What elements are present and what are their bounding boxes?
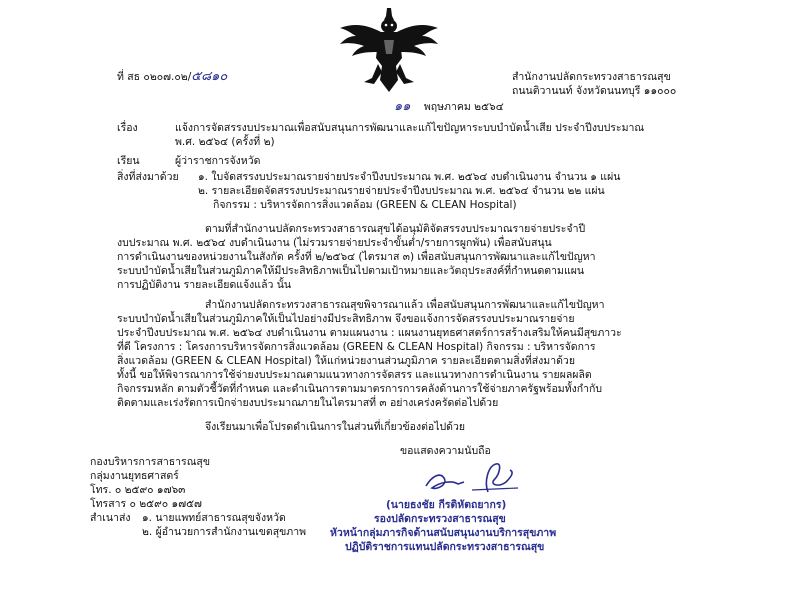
subject-label: เรื่อง	[117, 122, 138, 134]
body-para2-line: ที่ดี โครงการ : โครงการบริหารจัดการสิ่งแวดล้อม (GREEN & CLEAN Hospital) กิจกรรม : บริหารจัดการ	[117, 341, 596, 353]
document-number	[117, 70, 227, 84]
body-para2-line: ทั้งนี้ ขอให้พิจารณาการใช้จ่ายงบประมาณตามแนวทางการจัดสรร และแนวทางการดำเนินงาน รายผลผลิต	[117, 369, 592, 381]
footer-telephone: โทร. ๐ ๒๕๙๐ ๑๗๖๓	[90, 484, 186, 496]
body-para2-line: สิ่งแวดล้อม (GREEN & CLEAN Hospital) ให้แก่หน่วยงานส่วนภูมิภาค รายละเอียดตามสิ่งที่ส่งมาด้วย	[117, 355, 575, 367]
attachments-label: สิ่งที่ส่งมาด้วย	[117, 171, 179, 183]
body-para1-line: ตามที่สำนักงานปลัดกระทรวงสาธารณสุขได้อนุมัติจัดสรรงบประมาณรายจ่ายประจำปี	[205, 223, 586, 235]
footer-copy-item: ๒. ผู้อำนวยการสำนักงานเขตสุขภาพ	[142, 526, 307, 538]
attachment-item: ๑. ใบจัดสรรงบประมาณรายจ่ายประจำปีงบประมาณ พ.ศ. ๒๕๖๔ งบดำเนินงาน จำนวน ๑ แผ่น	[198, 171, 621, 183]
closing-salutation: ขอแสดงความนับถือ	[400, 445, 491, 457]
body-para2-line: ติดตามและเร่งรัดการเบิกจ่ายงบประมาณภายในไตรมาสที่ ๓ อย่างเคร่งครัดต่อไปด้วย	[117, 397, 499, 409]
signatory-title1: รองปลัดกระทรวงสาธารณสุข	[374, 513, 506, 525]
subject-line1: แจ้งการจัดสรรงบประมาณเพื่อสนับสนุนการพัฒนาและแก้ไขปัญหาระบบบำบัดน้ำเสีย ประจำปีงบประมาณ	[175, 122, 645, 134]
body-para1-line: การดำเนินงานของหน่วยงานในสังกัด ครั้งที่ ๒/๒๕๖๔ (ไตรมาส ๓) เพื่อสนับสนุนการพัฒนาและแก้ไขปัญหา	[117, 251, 596, 263]
body-para3: จึงเรียนมาเพื่อโปรดดำเนินการในส่วนที่เกี่ยวข้องต่อไปด้วย	[205, 421, 466, 433]
doc-number-prefix: ที่ สธ ๐๒๐๗.๐๒/	[117, 71, 192, 83]
body-para2-line: ระบบบำบัดน้ำเสียในส่วนภูมิภาคให้เป็นไปอย่างมีประสิทธิภาพ จึงขอแจ้งการจัดสรรงบประมาณรายจ่าย	[117, 313, 575, 325]
attachment-item: ๒. รายละเอียดจัดสรรงบประมาณรายจ่ายประจำปีงบประมาณ พ.ศ. ๒๕๖๔ จำนวน ๒๒ แผ่น	[198, 185, 605, 197]
issuer-line2: ถนนติวานนท์ จังหวัดนนทบุรี ๑๑๐๐๐	[512, 85, 677, 97]
body-para2-line: กิจกรรมหลัก ตามตัวชี้วัดที่กำหนด และดำเนินการตามมาตรการการคลังด้านการใช้จ่ายภาครัฐพร้อมทั้งกำกับ	[117, 383, 603, 395]
signatory-title2: หัวหน้ากลุ่มภารกิจด้านสนับสนุนงานบริการสุขภาพ	[330, 527, 557, 539]
body-para1-line: งบประมาณ พ.ศ. ๒๕๖๔ งบดำเนินงาน (ไม่รวมรายจ่ายประจำขั้นต่ำ/รายการผูกพัน) เพื่อสนับสนุน	[117, 237, 552, 249]
footer-fax: โทรสาร ๐ ๒๕๙๐ ๑๗๕๗	[90, 498, 202, 510]
subject-line2: พ.ศ. ๒๕๖๔ (ครั้งที่ ๒)	[175, 136, 275, 148]
doc-number-handwritten: ๕๘๑๐	[191, 69, 228, 84]
body-para2-line: สำนักงานปลัดกระทรวงสาธารณสุขพิจารณาแล้ว เพื่อสนับสนุนการพัฒนาและแก้ไขปัญหา	[205, 299, 605, 311]
body-para1-line: ระบบบำบัดน้ำเสียในส่วนภูมิภาคให้มีประสิทธิภาพเป็นไปตามเป้าหมายและวัตถุประสงค์ที่กำหนดตามแผน	[117, 265, 585, 277]
recipient-label: เรียน	[117, 155, 140, 167]
footer-copy-label: สำเนาส่ง	[90, 512, 131, 524]
recipient-text: ผู้ว่าราชการจังหวัด	[175, 155, 261, 167]
signatory-name: (นายธงชัย กีรติหัตถยากร)	[386, 499, 507, 511]
body-para1-line: การปฏิบัติงาน รายละเอียดแจ้งแล้ว นั้น	[117, 279, 292, 291]
footer-copy-item: ๑. นายแพทย์สาธารณสุขจังหวัด	[142, 512, 286, 524]
attachment-item-detail: กิจกรรม : บริหารจัดการสิ่งแวดล้อม (GREEN & CLEAN Hospital)	[213, 199, 517, 211]
footer-group: กลุ่มงานยุทธศาสตร์	[90, 470, 179, 482]
issuer-line1: สำนักงานปลัดกระทรวงสาธารณสุข	[512, 71, 671, 83]
date-month-year: พฤษภาคม ๒๕๖๔	[423, 101, 504, 113]
footer-department: กองบริหารการสาธารณสุข	[90, 456, 211, 468]
signature-icon	[418, 458, 528, 498]
signatory-title3: ปฏิบัติราชการแทนปลัดกระทรวงสาธารณสุข	[345, 541, 545, 553]
garuda-emblem-icon	[334, 6, 444, 96]
document-date	[394, 100, 504, 114]
body-para2-line: ประจำปีงบประมาณ พ.ศ. ๒๕๖๔ งบดำเนินงาน ตามแผนงาน : แผนงานยุทธศาสตร์การสร้างเสริมให้คนมีสุขภาวะ	[117, 327, 622, 339]
date-day-handwritten: ๑๑	[394, 99, 411, 114]
